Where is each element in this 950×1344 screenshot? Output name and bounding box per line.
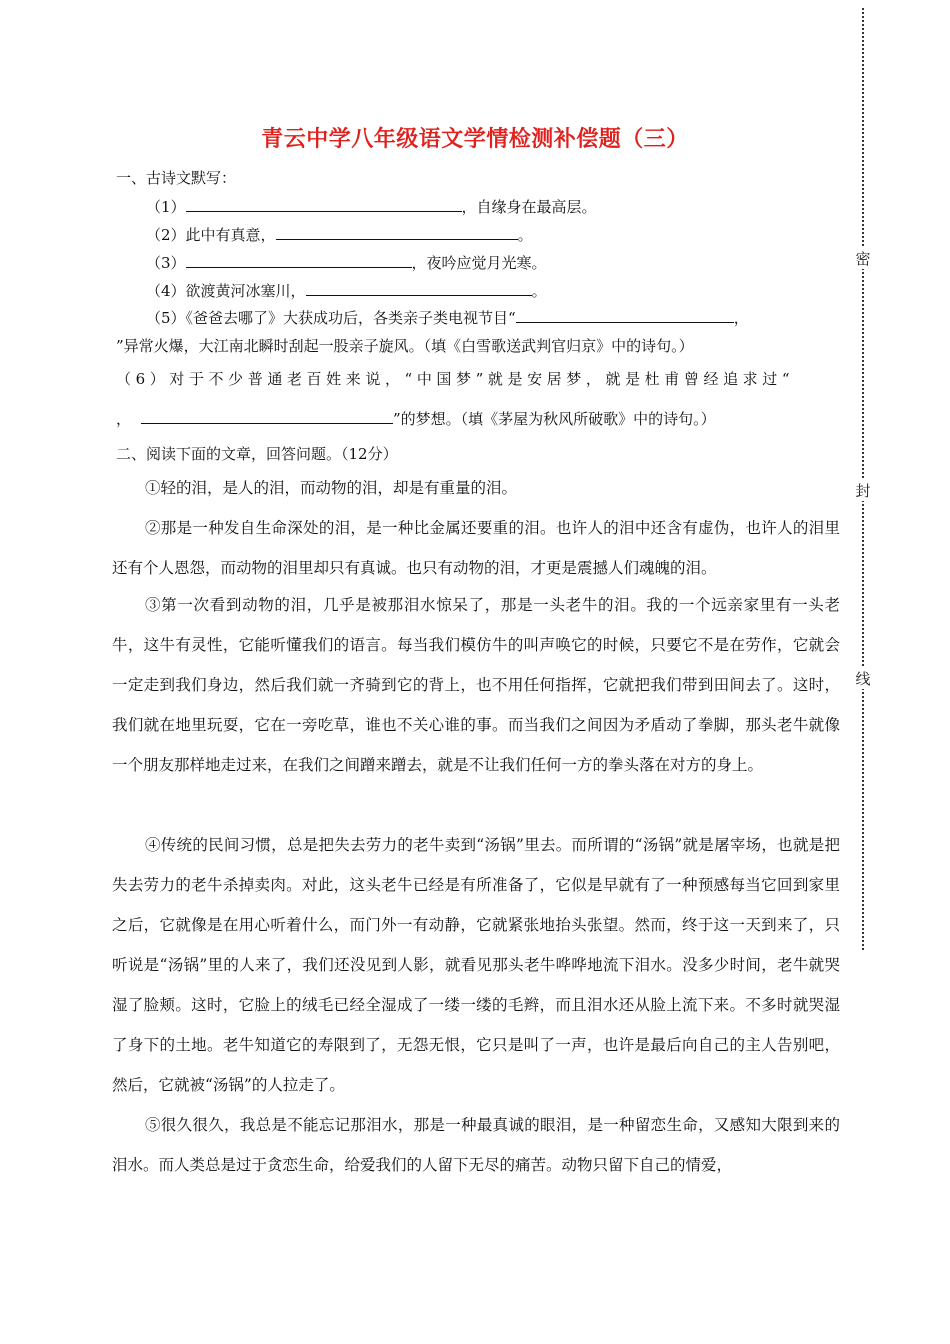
question-3: （3） ，夜吟应觉月光寒。 xyxy=(146,254,547,272)
question-2: （2）此中有真意， 。 xyxy=(146,226,533,244)
question-number: （3） xyxy=(146,254,186,272)
question-1: （1） ，自缘身在最高层。 xyxy=(146,198,597,216)
passage-paragraph-5: ⑤很久很久，我总是不能忘记那泪水，那是一种最真诚的眼泪，是一种留恋生命，又感知大限到来的泪水。而人类总是过于贪恋生命，给爱我们的人留下无尽的痛苦。动物只留下自己的情爱， xyxy=(112,1116,840,1174)
question-5: （5）《爸爸去哪了》大获成功后，各类亲子类电视节目“ ， xyxy=(146,309,749,327)
question-4: （4）欲渡黄河冰塞川， 。 xyxy=(146,282,547,300)
section1-heading: 一、古诗文默写： xyxy=(116,169,237,187)
binding-char-line: 线 xyxy=(853,668,873,689)
answer-blank[interactable] xyxy=(186,196,462,212)
answer-blank[interactable] xyxy=(276,224,518,240)
question-number: （1） xyxy=(146,198,186,216)
question-number: （2） xyxy=(146,226,186,244)
passage-paragraph-1: ①轻的泪，是人的泪，而动物的泪，却是有重量的泪。 xyxy=(145,479,518,497)
answer-blank[interactable] xyxy=(306,280,532,296)
page-title: 青云中学八年级语文学情检测补偿题（三） xyxy=(261,127,689,152)
binding-dotted-line xyxy=(862,8,864,950)
section2-heading: 二、阅读下面的文章，回答问题。（12分） xyxy=(116,445,398,463)
binding-char-seal: 密 xyxy=(853,248,873,269)
passage-paragraph-2: ②那是一种发自生命深处的泪，是一种比金属还要重的泪。也许人的泪中还含有虚伪，也许人的泪里还有个人恩怨，而动物的泪里却只有真诚。也只有动物的泪，才更是震撼人们魂魄的泪。 xyxy=(112,519,840,577)
answer-blank[interactable] xyxy=(141,408,393,424)
passage-paragraph-3: ③第一次看到动物的泪，几乎是被那泪水惊呆了，那是一头老牛的泪。我的一个远亲家里有一头老牛，这牛有灵性，它能听懂我们的语言。每当我们模仿牛的叫声唤它的时候，只要它不是在劳作，它就会一定走到我们身边，然后我们就一齐骑到它的背上，也不用任何指挥，它就把我们带到田间去了。这时，我们就在地里玩耍，它在一旁吃草，谁也不关心谁的事。而当我们之间因为矛盾动了拳脚，那头老牛就像一个朋友那样地走过来，在我们之间蹭来蹭去，就是不让我们任何一方的拳头落在对方的身上。 xyxy=(112,596,840,774)
question-5-cont: ”异常火爆，大江南北瞬时刮起一股亲子旋风。（填《白雪歌送武判官归京》中的诗句。） xyxy=(116,337,694,355)
answer-blank[interactable] xyxy=(516,307,734,323)
binding-char-seal2: 封 xyxy=(853,480,873,501)
passage-paragraph-4: ④传统的民间习惯，总是把失去劳力的老牛卖到“汤锅”里去。而所谓的“汤锅”就是屠宰场，也就是把失去劳力的老牛杀掉卖肉。对此，这头老牛已经是有所准备了，它似是早就有了一种预感每当它回到家里之后，它就像是在用心听着什么，而门外一有动静，它就紧张地抬头张望。然而，终于这一天到来了，只听说是“汤锅”里的人来了，我们还没见到人影，就看见那头老牛哗哗地流下泪水。没多少时间，老牛就哭湿了脸颊。这时，它脸上的绒毛已经全湿成了一缕一缕的毛辫，而且泪水还从脸上流下来。不多时就哭湿了身下的土地。老牛知道它的寿限到了，无怨无恨，它只是叫了一声，也许是最后向自己的主人告别吧，然后，它就被“汤锅”的人拉走了。 xyxy=(112,836,840,1094)
question-number: （4） xyxy=(146,282,186,300)
answer-blank[interactable] xyxy=(186,252,412,268)
question-6-cont: ， ”的梦想。（填《茅屋为秋风所破歌》中的诗句。） xyxy=(116,410,716,428)
question-6: （6）对于不少普通老百姓来说，“中国梦”就是安居梦，就是杜甫曾经追求过“ xyxy=(116,370,795,388)
